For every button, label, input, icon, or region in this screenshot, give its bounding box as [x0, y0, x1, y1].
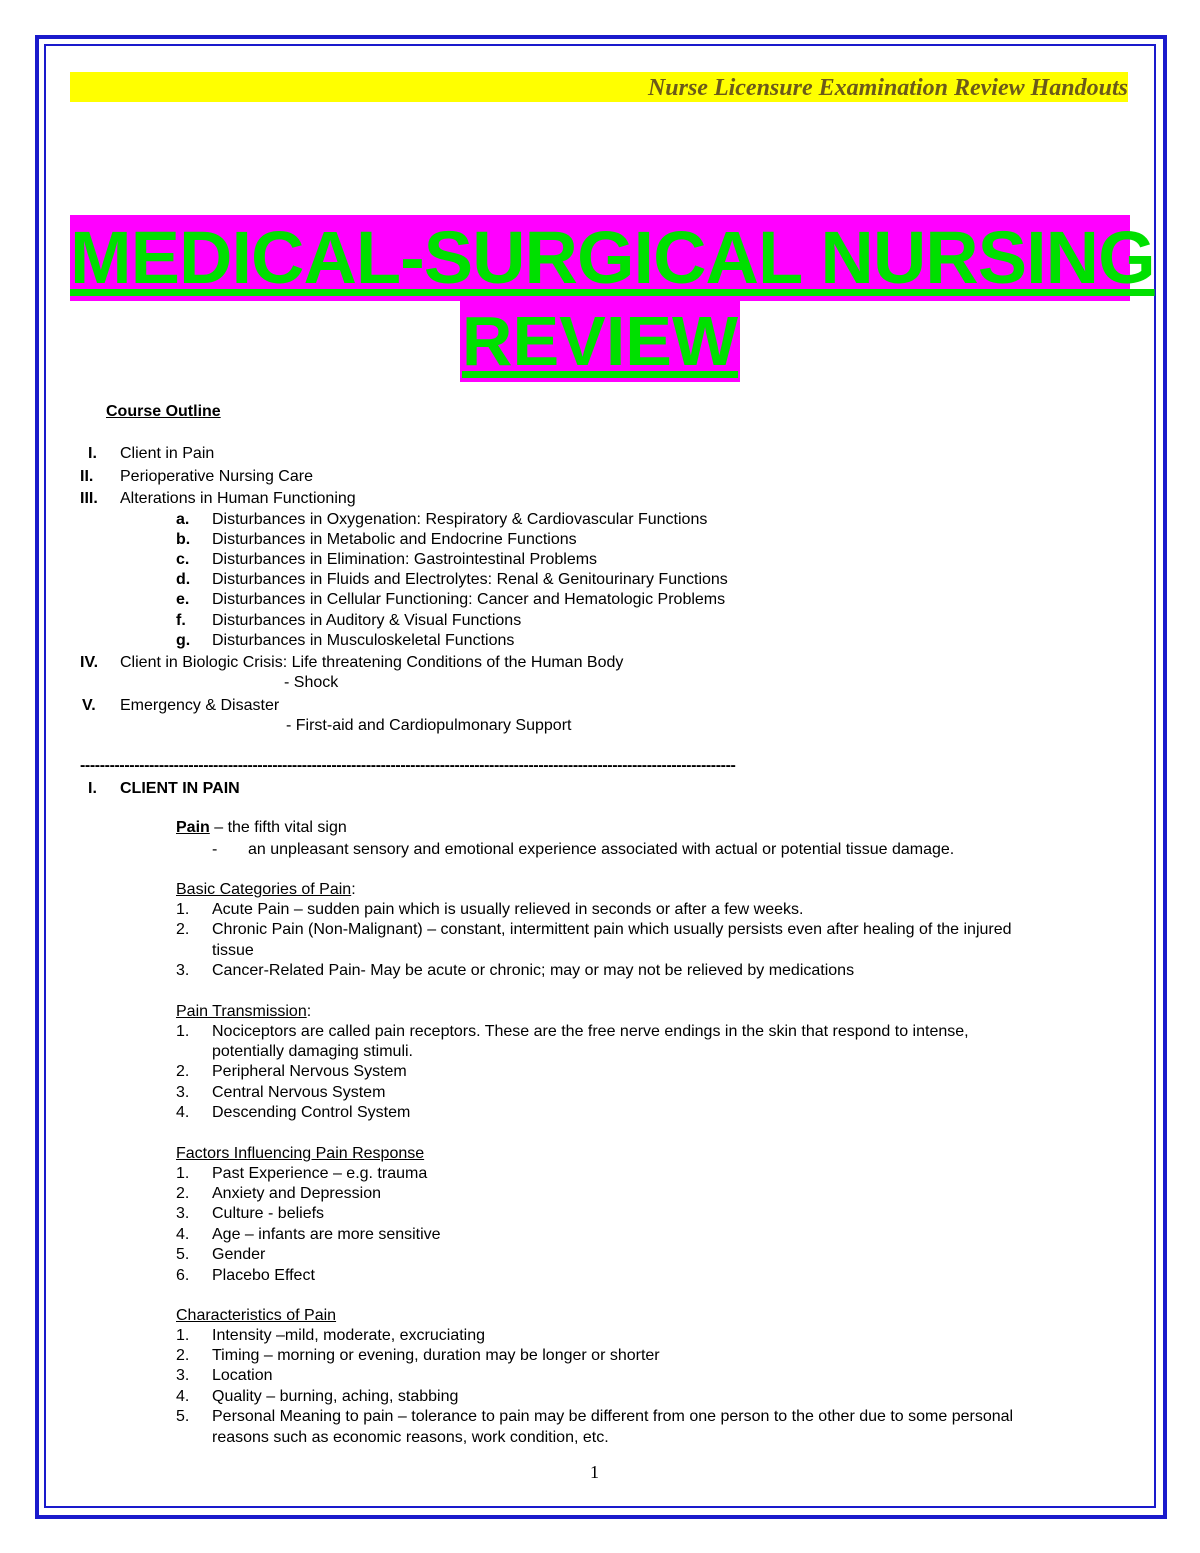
outline-sub-letter: e. [176, 591, 190, 608]
list-item: Location [212, 1367, 273, 1384]
list-num: 3. [176, 1205, 190, 1222]
outline-num: II. [80, 468, 94, 485]
list-item: Intensity –mild, moderate, excruciating [212, 1327, 486, 1344]
outline-item: Perioperative Nursing Care [120, 468, 313, 485]
basic-categories-heading [176, 880, 356, 900]
list-num: 3. [176, 1084, 190, 1101]
list-item: Culture - beliefs [212, 1205, 325, 1222]
outline-item: Alterations in Human Functioning [120, 490, 356, 507]
list-item: Peripheral Nervous System [212, 1063, 407, 1080]
outline-sub-letter: f. [176, 612, 186, 629]
list-num: 5. [176, 1408, 190, 1425]
list-item: Chronic Pain (Non-Malignant) – constant, intermittent pain which usually persists even after healing of the injured [212, 921, 1012, 938]
list-num: 4. [176, 1388, 190, 1405]
outline-sub-item: Disturbances in Auditory & Visual Functions [212, 612, 522, 629]
list-item: Past Experience – e.g. trauma [212, 1165, 428, 1182]
list-num: 5. [176, 1246, 190, 1263]
outline-item: Client in Biologic Crisis: Life threatening Conditions of the Human Body [120, 654, 624, 671]
list-num: 2. [176, 1347, 190, 1364]
list-item: Nociceptors are called pain receptors. These are the free nerve endings in the skin that respond to intense, [212, 1023, 969, 1040]
factors-heading: Factors Influencing Pain Response [176, 1145, 425, 1162]
outline-sub-letter: c. [176, 551, 190, 568]
list-item: Personal Meaning to pain – tolerance to pain may be different from one person to the other due to some personal [212, 1408, 1014, 1425]
section-divider: ------------------------------------------------------------------------------------------------------------------------------------- [80, 757, 736, 774]
basic-heading-text: Basic Categories of Pain [176, 881, 352, 898]
outline-iv-sub: - Shock [284, 674, 339, 691]
list-num: 1. [176, 1327, 190, 1344]
list-num: 2. [176, 921, 190, 938]
list-num: 6. [176, 1267, 190, 1284]
list-item: reasons such as economic reasons, work condition, etc. [212, 1429, 609, 1446]
outline-sub-item: Disturbances in Fluids and Electrolytes: Renal & Genitourinary Functions [212, 571, 728, 588]
list-item: potentially damaging stimuli. [212, 1043, 413, 1060]
list-item: Age – infants are more sensitive [212, 1226, 441, 1243]
title-line-2: REVIEW [461, 302, 739, 380]
list-num: 4. [176, 1226, 190, 1243]
outline-sub-item: Disturbances in Elimination: Gastrointestinal Problems [212, 551, 598, 568]
list-item: Cancer-Related Pain- May be acute or chronic; may or may not be relieved by medications [212, 962, 855, 979]
pain-definition [176, 818, 347, 838]
list-item: Quality – burning, aching, stabbing [212, 1388, 459, 1405]
outline-sub-letter: b. [176, 531, 191, 548]
outline-num: III. [80, 490, 98, 507]
list-num: 1. [176, 1165, 190, 1182]
outline-sub-item: Disturbances in Musculoskeletal Functions [212, 632, 515, 649]
header-banner: Nurse Licensure Examination Review Handouts [70, 72, 1128, 102]
list-num: 2. [176, 1185, 190, 1202]
outline-v-sub: - First-aid and Cardiopulmonary Support [286, 717, 572, 734]
outline-sub-letter: g. [176, 632, 191, 649]
outline-sub-letter: a. [176, 511, 190, 528]
list-num: 1. [176, 901, 190, 918]
outline-num: I. [88, 445, 97, 462]
basic-heading-colon: : [351, 881, 356, 898]
page-number: 1 [590, 1462, 599, 1482]
outline-sub-item: Disturbances in Metabolic and Endocrine Functions [212, 531, 577, 548]
outline-sub-item: Disturbances in Cellular Functioning: Cancer and Hematologic Problems [212, 591, 726, 608]
list-item: Gender [212, 1246, 266, 1263]
list-num: 2. [176, 1063, 190, 1080]
list-item: Anxiety and Depression [212, 1185, 381, 1202]
title-line-1: MEDICAL-SURGICAL NURSING [70, 216, 1155, 299]
transmission-heading-colon: : [306, 1003, 312, 1020]
list-num: 1. [176, 1023, 190, 1040]
transmission-heading-text: Pain Transmission [176, 1003, 307, 1020]
list-item: Acute Pain – sudden pain which is usually relieved in seconds or after a few weeks. [212, 901, 804, 918]
list-num: 3. [176, 1367, 190, 1384]
list-num: 3. [176, 962, 190, 979]
list-item: Placebo Effect [212, 1267, 315, 1284]
list-item: tissue [212, 942, 254, 959]
course-outline-heading: Course Outline [106, 403, 221, 420]
outline-num: V. [82, 697, 96, 714]
pain-transmission-heading [176, 1002, 311, 1022]
pain-def: – the fifth vital sign [209, 819, 347, 836]
section-num: I. [88, 780, 97, 797]
list-num: 4. [176, 1104, 190, 1121]
pain-dash: - [212, 841, 218, 858]
characteristics-heading: Characteristics of Pain [176, 1307, 337, 1324]
outline-sub-letter: d. [176, 571, 191, 588]
outline-num: IV. [80, 654, 99, 671]
pain-term: Pain [176, 819, 210, 836]
list-item: Descending Control System [212, 1104, 411, 1121]
pain-description: an unpleasant sensory and emotional experience associated with actual or potential tissue damage. [248, 841, 955, 858]
list-item: Central Nervous System [212, 1084, 386, 1101]
list-item: Timing – morning or evening, duration may be longer or shorter [212, 1347, 660, 1364]
outline-item: Client in Pain [120, 445, 215, 462]
outline-item: Emergency & Disaster [120, 697, 280, 714]
section-heading: CLIENT IN PAIN [120, 780, 240, 797]
outline-sub-item: Disturbances in Oxygenation: Respiratory & Cardiovascular Functions [212, 511, 708, 528]
